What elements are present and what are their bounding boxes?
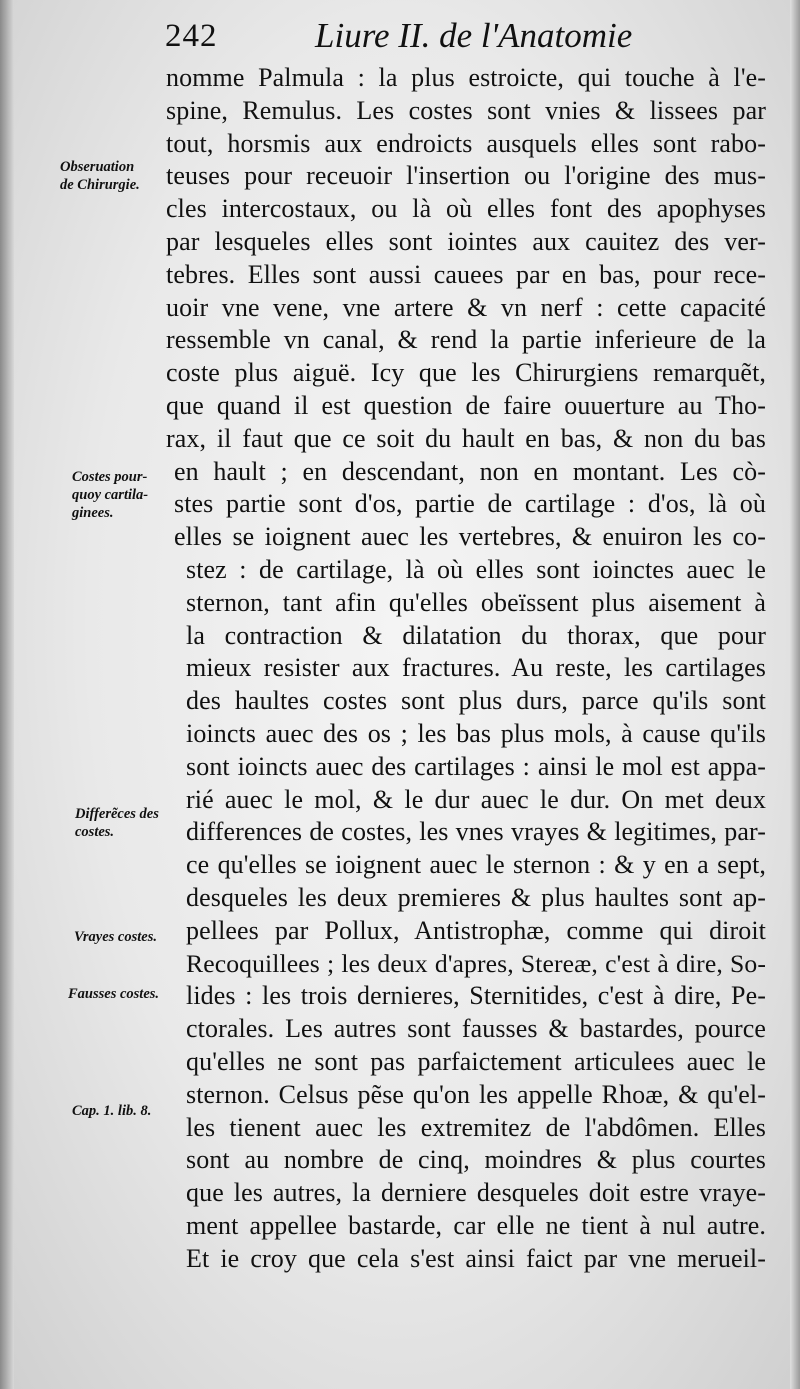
margin-note-line: Costes pour-	[72, 469, 148, 485]
page-header	[165, 14, 645, 58]
text-line: en hault ; en descendant, non en montant. Les cò-	[174, 456, 766, 486]
page-number: 242	[165, 18, 218, 54]
text-line: mieux resister aux fractures. Au reste, les cartilages	[186, 653, 766, 683]
text-line: teuses pour receuoir l'insertion ou l'origine des mus-	[166, 161, 766, 191]
margin-note-line: Fausses costes.	[68, 986, 160, 1002]
text-line: cles intercostaux, ou là où elles font des apophyses	[166, 194, 766, 224]
text-line: stez : de cartilage, là où elles sont ioinctes auec le	[186, 554, 766, 584]
text-line: ioincts auec des os ; les bas plus mols, à cause qu'ils	[186, 718, 766, 748]
text-line: pellees par Pollux, Antistrophæ, comme qui diroit	[186, 915, 766, 945]
text-line: rax, il faut que ce soit du hault en bas, & non du bas	[166, 423, 766, 453]
text-line: sternon, tant afin qu'elles obeïssent plus aisement à	[186, 587, 766, 617]
text-line: coste plus aiguë. Icy que les Chirurgiens remarquẽt,	[166, 358, 766, 388]
text-line: spine, Remulus. Les costes sont vnies & lissees par	[166, 95, 766, 125]
text-line: elles se ioignent auec les vertebres, & enuiron les co-	[174, 522, 766, 552]
margin-note-line: de Chirurgie.	[60, 177, 140, 193]
running-title: Liure II. de l'Anatomie	[315, 16, 633, 55]
page-shadow-right	[790, 0, 800, 1389]
text-line: stes partie sont d'os, partie de cartilage : d'os, là où	[174, 489, 766, 519]
margin-note-line: Vrayes costes.	[74, 929, 157, 945]
margin-note-differences	[75, 805, 159, 841]
text-line: lides : les trois dernieres, Sternitides, c'est à dire, Pe-	[186, 981, 766, 1011]
text-line: Recoquillees ; les deux d'apres, Stereæ, c'est à dire, So-	[186, 948, 766, 978]
text-line: sternon. Celsus pẽse qu'on les appelle Rhoæ, & qu'el-	[186, 1079, 766, 1109]
text-line: desqueles les deux premieres & plus haultes sont ap-	[186, 882, 766, 912]
text-line: ment appellee bastarde, car elle ne tient à nul autre.	[186, 1210, 766, 1240]
text-line: uoir vne vene, vne artere & vn nerf : cette capacité	[166, 292, 766, 322]
text-line: tout, horsmis aux endroicts ausquels elles sont rabo-	[166, 128, 766, 158]
text-line: les tienent auec les extremitez de l'abdômen. Elles	[186, 1112, 766, 1142]
text-line: ctorales. Les autres sont fausses & bastardes, pource	[186, 1014, 766, 1044]
margin-note-line: Differẽces des	[75, 806, 159, 822]
margin-note-line: costes.	[75, 824, 115, 840]
text-line: nomme Palmula : la plus estroicte, qui touche à l'e-	[166, 63, 766, 92]
margin-note-false-ribs	[68, 985, 159, 1003]
text-line: sont au nombre de cinq, moindres & plus courtes	[186, 1145, 766, 1175]
text-line: tebres. Elles sont aussi cauees par en bas, pour rece-	[166, 259, 766, 289]
page-shadow-left	[0, 0, 14, 1389]
text-line: differences de costes, les vnes vrayes & legitimes, par-	[186, 817, 766, 847]
text-line: sont ioincts auec des cartilages : ainsi le mol est appa-	[186, 751, 766, 781]
text-line: Et ie croy que cela s'est ainsi faict par vne merueil-	[186, 1243, 766, 1273]
margin-note-observation	[60, 158, 140, 194]
text-line: rié auec le mol, & le dur auec le dur. On met deux	[186, 784, 766, 814]
text-line: ce qu'elles se ioignent auec le sternon : & y en a sept,	[186, 850, 766, 880]
text-line: que les autres, la derniere desqueles doit estre vraye-	[186, 1178, 766, 1208]
margin-note-line: ginees.	[72, 505, 114, 521]
text-line: que quand il est question de faire ouuerture au Tho-	[166, 390, 766, 420]
text-line: la contraction & dilatation du thorax, que pour	[186, 620, 766, 650]
body-text	[166, 62, 766, 1275]
margin-note-true-ribs	[74, 928, 157, 946]
text-line: des haultes costes sont plus durs, parce qu'ils sont	[186, 686, 766, 716]
margin-note-cartilage	[72, 468, 148, 522]
margin-note-line: quoy cartila-	[72, 487, 149, 503]
text-line: par lesqueles elles sont iointes aux cauitez des ver-	[166, 226, 766, 256]
text-line: qu'elles ne sont pas parfaictement articulees auec le	[186, 1046, 766, 1076]
margin-note-citation	[72, 1102, 151, 1120]
margin-note-line: Obseruation	[60, 159, 135, 175]
text-line: ressemble vn canal, & rend la partie inferieure de la	[166, 325, 766, 355]
margin-note-line: Cap. 1. lib. 8.	[72, 1103, 152, 1119]
